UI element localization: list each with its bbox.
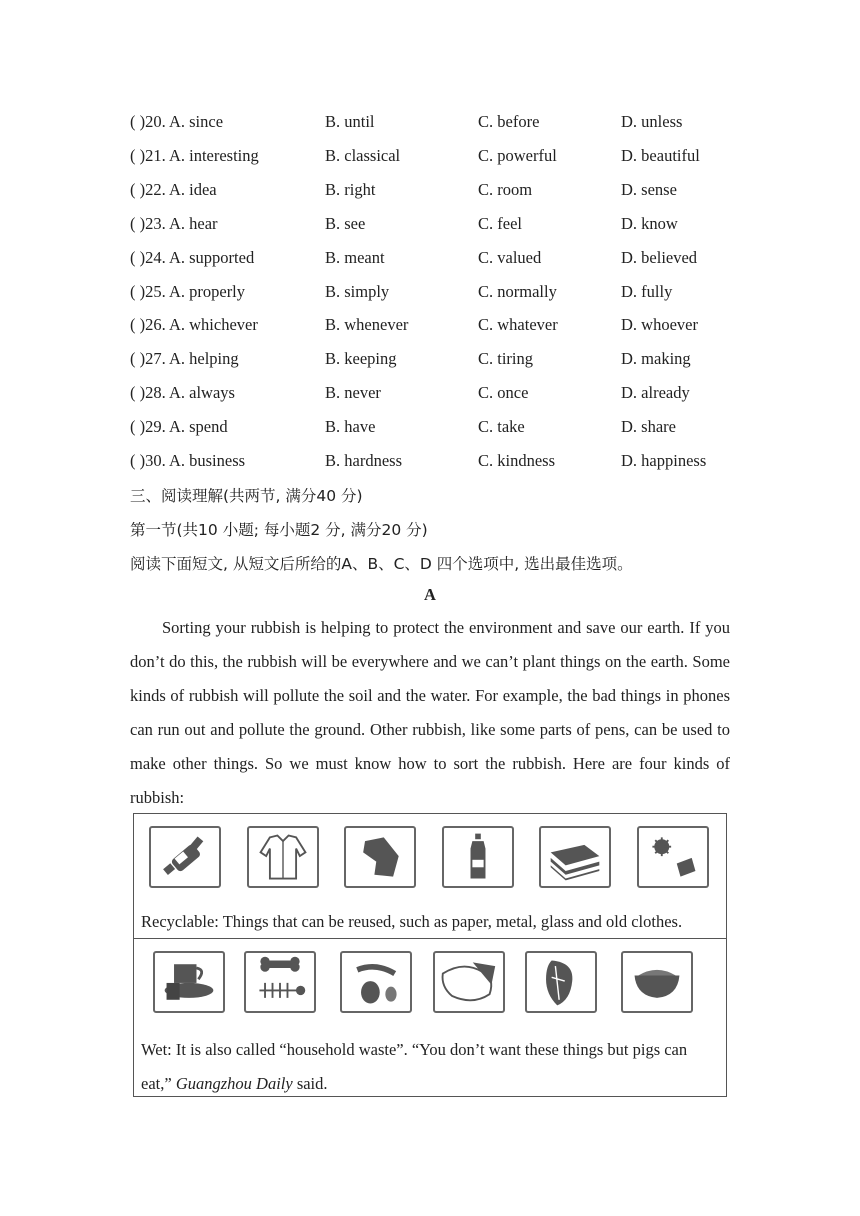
question-option-b: B. never — [325, 383, 381, 403]
shirt-icon — [247, 826, 319, 888]
recyclable-box — [133, 813, 727, 939]
cabbage-icon — [525, 951, 597, 1013]
question-option-b: B. whenever — [325, 315, 409, 335]
question-option-a: ( )29. A. spend — [130, 417, 228, 437]
wet-text-end: said. — [292, 1074, 328, 1093]
question-option-c: C. kindness — [478, 451, 556, 470]
plastic-bottle-icon — [442, 826, 514, 888]
question-option-a: ( )21. A. interesting — [130, 145, 259, 165]
fruit-scraps-icon — [340, 951, 412, 1013]
question-option-a: ( )27. A. helping — [130, 349, 239, 369]
question-option-d: D. already — [621, 383, 690, 403]
question-row — [130, 105, 730, 139]
question-option-d: D. believed — [621, 247, 698, 267]
question-option-d: D. sense — [621, 179, 677, 199]
question-option-c: C. normally — [478, 281, 557, 301]
question-option-c: C. whatever — [478, 315, 558, 335]
question-option-c: C. before — [478, 112, 540, 131]
question-option-a: ( )28. A. always — [130, 383, 235, 403]
passage-paragraph: Sorting your rubbish is helping to protect the environment and save our earth. If you don’t do this, the rubbish will be everywhere and we can’t plant things on the earth. Some kinds of rubbish will pollute the soil and the water. For example, the bad things in phones can run out and pollute the ground. Other rubbish, like some parts of pens, can be used to make other things. So we must know how to sort the rubbish. Here are four kinds of rubbish: — [130, 618, 730, 807]
question-option-d: D. unless — [621, 112, 683, 131]
question-option-a: ( )23. A. hear — [130, 213, 218, 233]
question-option-d: D. share — [621, 417, 676, 437]
question-option-a: ( )24. A. supported — [130, 247, 255, 267]
question-option-b: B. hardness — [325, 451, 402, 470]
part-three-heading: 三、阅读理解(共两节, 满分40 分) — [130, 487, 363, 505]
question-option-d: D. beautiful — [621, 145, 700, 165]
question-row — [130, 376, 730, 410]
question-option-d: D. know — [621, 213, 678, 233]
question-row — [130, 342, 730, 376]
cup-icon — [153, 951, 225, 1013]
can-icon — [344, 826, 416, 888]
bowl-icon — [621, 951, 693, 1013]
question-option-a: ( )20. A. since — [130, 112, 224, 131]
question-option-b: B. until — [325, 112, 375, 131]
question-option-c: C. room — [478, 179, 533, 199]
mixed-items-icon — [637, 826, 709, 888]
question-option-c: C. tiring — [478, 349, 534, 369]
question-option-d: D. happiness — [621, 451, 707, 470]
recyclable-description: Recyclable: Things that can be reused, such as paper, metal, glass and old clothes. — [141, 912, 683, 931]
question-row — [130, 173, 730, 207]
bone-fishbone-icon — [244, 951, 316, 1013]
question-option-b: B. meant — [325, 247, 385, 267]
question-option-b: B. have — [325, 417, 376, 437]
question-option-c: C. take — [478, 417, 525, 437]
reading-instruction: 阅读下面短文, 从短文后所给的A、B、C、D 四个选项中, 选出最佳选项。 — [130, 555, 633, 573]
question-option-b: B. see — [325, 213, 366, 233]
question-row — [130, 444, 730, 478]
bottle-icon — [149, 826, 221, 888]
question-row — [130, 139, 730, 173]
question-option-c: C. valued — [478, 247, 542, 267]
question-row — [130, 241, 730, 275]
question-option-a: ( )22. A. idea — [130, 179, 217, 199]
question-option-d: D. fully — [621, 281, 673, 301]
wet-text: Wet: It is also called “household waste”. “You don’t want these things but pigs can eat,” — [141, 1040, 688, 1093]
question-option-c: C. feel — [478, 213, 522, 233]
source-name: Guangzhou Daily — [175, 1074, 293, 1093]
question-row — [130, 275, 730, 309]
passage — [130, 611, 730, 815]
question-row — [130, 207, 730, 241]
part-three-section-one-heading: 第一节(共10 小题; 每小题2 分, 满分20 分) — [130, 521, 428, 539]
question-row — [130, 308, 730, 342]
question-option-c: C. once — [478, 383, 529, 403]
peanut-icon — [433, 951, 505, 1013]
question-option-b: B. keeping — [325, 349, 397, 369]
question-option-b: B. simply — [325, 281, 390, 301]
question-option-a: ( )26. A. whichever — [130, 315, 258, 335]
question-option-a: ( )25. A. properly — [130, 281, 246, 301]
question-row — [130, 410, 730, 444]
paper-stack-icon — [539, 826, 611, 888]
wet-description — [141, 1033, 721, 1101]
question-option-b: B. right — [325, 179, 376, 199]
question-option-c: C. powerful — [478, 145, 557, 165]
question-option-a: ( )30. A. business — [130, 451, 246, 470]
wet-box — [133, 938, 727, 1097]
question-option-d: D. whoever — [621, 315, 698, 335]
passage-title: A — [424, 585, 436, 604]
question-option-d: D. making — [621, 349, 691, 369]
question-option-b: B. classical — [325, 145, 401, 165]
